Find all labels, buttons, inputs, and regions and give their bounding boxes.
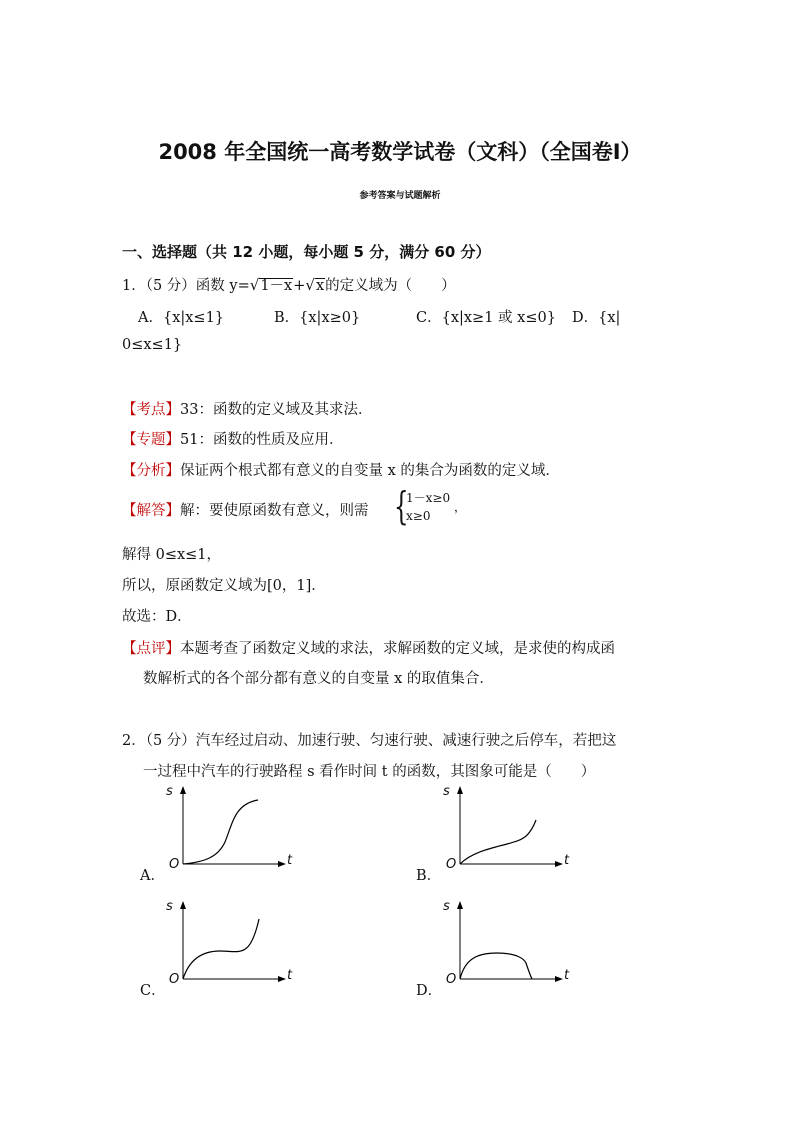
curve-c: [183, 919, 259, 979]
q1-dianping: [122, 637, 615, 658]
brace-symbol: {: [394, 484, 409, 528]
dianping-text-1: 本题考查了函数定义域的求法，求解函数的定义域，是求使的构成函: [180, 641, 615, 657]
graph-c-t-label: t: [287, 968, 293, 983]
q1-option-d-cont: 0≤x≤1}: [122, 337, 183, 353]
graph-a-origin: O: [169, 857, 180, 872]
q1-jieda: [122, 499, 369, 520]
x-axis-arrow: [555, 861, 563, 867]
q1-fenxi: [122, 459, 560, 480]
q1-solution-1: 解得 0≤x≤1，: [122, 547, 222, 563]
graph-a-t-label: t: [287, 853, 293, 868]
graph-c-origin: O: [169, 972, 180, 987]
graph-c-option: C．: [140, 983, 166, 999]
q1-option-b: B．{x|x≥0}: [274, 310, 361, 326]
page-title: 2008 年全国统一高考数学试卷（文科）（全国卷Ⅰ）: [158, 140, 642, 164]
jieda-tag: 【解答】: [122, 503, 180, 519]
q1-option-a: A．{x|x≤1}: [138, 310, 225, 326]
system-line-2: x≥0: [406, 509, 431, 523]
fenxi-text: 保证两个根式都有意义的自变量 x 的集合为函数的定义域．: [180, 463, 560, 479]
graph-c-s-label: s: [166, 899, 173, 914]
zhuanti-text: 51：函数的性质及应用．: [180, 432, 344, 448]
graph-b-origin: O: [446, 857, 457, 872]
q1-zhuanti: [122, 428, 343, 449]
fenxi-tag: 【分析】: [122, 463, 180, 479]
y-axis-arrow: [457, 786, 463, 794]
graph-b: [437, 782, 577, 872]
graph-b-option: B．: [416, 868, 442, 884]
q1-dianping-cont: 数解析式的各个部分都有意义的自变量 x 的取值集合．: [143, 671, 494, 687]
q2-stem-1: 2．（5 分）汽车经过启动、加速行驶、匀速行驶、减速行驶之后停车，若把这: [122, 733, 617, 749]
jieda-text: 解：要使原函数有意义，则需: [180, 503, 369, 519]
graph-a-option: A．: [140, 868, 165, 884]
graph-d-option: D．: [416, 983, 443, 999]
q1-stem-before: 1．（5 分）函数 y=: [122, 278, 250, 294]
page-subtitle: 参考答案与试题解析: [359, 191, 441, 201]
graph-d: [437, 897, 577, 987]
curve-b: [460, 820, 536, 864]
y-axis-arrow: [180, 901, 186, 909]
kaodian-tag: 【考点】: [122, 402, 180, 418]
q1-stem: 1．（5 分）函数 y=√1－x+√x的定义域为（ ）: [122, 276, 456, 294]
q1-plus: +: [293, 278, 306, 294]
q1-sqrt-2: x: [315, 278, 325, 294]
inequality-system: [394, 484, 467, 531]
zhuanti-tag: 【专题】: [122, 432, 180, 448]
y-axis-arrow: [180, 786, 186, 794]
q1-option-d: D．{x|: [572, 310, 621, 326]
graph-d-t-label: t: [564, 968, 570, 983]
graph-d-origin: O: [446, 972, 457, 987]
graph-b-t-label: t: [564, 853, 570, 868]
q1-kaodian: [122, 398, 372, 419]
graph-a: [160, 782, 300, 872]
graph-c: [160, 897, 300, 987]
q1-solution-2: 所以，原函数定义域为[0，1]．: [122, 578, 326, 594]
x-axis-arrow: [278, 976, 286, 982]
graph-d-s-label: s: [443, 899, 450, 914]
q2-stem-2: 一过程中汽车的行驶路程 s 看作时间 t 的函数，其图象可能是（ ）: [143, 764, 596, 780]
x-axis-arrow: [555, 976, 563, 982]
y-axis-arrow: [457, 901, 463, 909]
graph-b-s-label: s: [443, 784, 450, 799]
x-axis-arrow: [278, 861, 286, 867]
section-heading: 一、选择题（共 12 小题，每小题 5 分，满分 60 分）: [122, 243, 491, 261]
q1-solution-3: 故选：D．: [122, 609, 192, 625]
system-comma: ，: [454, 500, 467, 514]
curve-a: [183, 800, 258, 864]
graph-a-s-label: s: [166, 784, 173, 799]
dianping-tag: 【点评】: [122, 641, 180, 657]
kaodian-text: 33：函数的定义域及其求法．: [180, 402, 373, 418]
q1-sqrt-1: 1－x: [260, 278, 293, 294]
system-line-1: 1－x≥0: [406, 491, 451, 505]
q1-stem-after: 的定义域为（ ）: [325, 278, 456, 294]
q1-option-c: C．{x|x≥1 或 x≤0}: [416, 310, 556, 326]
curve-d: [460, 953, 532, 979]
